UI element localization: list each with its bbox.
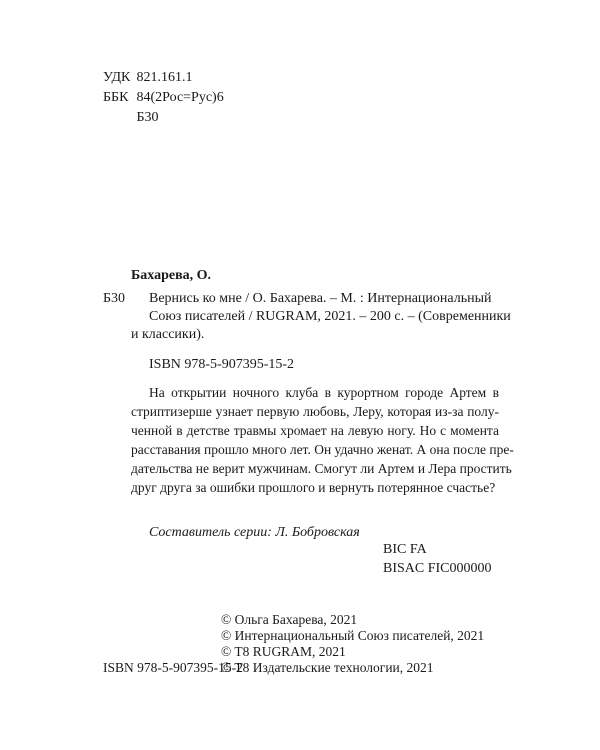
isbn-bottom: ISBN 978-5-907395-15-2 [103,660,243,675]
bic-code: BIC FA [383,542,427,557]
record-isbn: ISBN 978-5-907395-15-2 [149,357,295,372]
annotation-line: стриптизерше узнает первую любовь, Леру, которая из-за полу- [131,404,499,419]
copyright-line: © T8 RUGRAM, 2021 [221,644,346,659]
annotation-line: друг друга за ошибки прошлого и вернуть потерянное счастье? [131,480,496,495]
udk-value: 821.161.1 [136,70,193,85]
record-mark: Б30 [103,291,126,306]
copyright-line: © Ольга Бахарева, 2021 [221,612,358,627]
record-description-line: Союз писателей / RUGRAM, 2021. – 200 с. – (Современники [149,309,511,324]
annotation-line: ченной в детстве травмы хромает на левую ногу. Но с момента [131,423,499,438]
series-compiler: Составитель серии: Л. Бобровская [149,525,360,540]
udk-row [103,68,193,88]
bbk-row [103,88,224,108]
annotation-line: расставания прошло много лет. Он удачно женат. А она после пре- [131,442,514,457]
annotation-line: На открытии ночного клуба в курортном городе Артем в [149,385,499,400]
annotation-line: дательства не верит мужчинам. Смогут ли Артем и Лера простить [131,461,512,476]
record-description-line: Вернись ко мне / О. Бахарева. – М. : Интернациональный [149,291,492,306]
author-mark: Б30 [136,110,159,125]
copyright-line: © T8 Издательские технологии, 2021 [221,660,434,675]
bbk-label: ББК [103,90,129,105]
udk-label: УДК [103,70,131,85]
bbk-value: 84(2Рос=Рус)6 [136,90,224,105]
record-description-line: и классики). [131,327,205,342]
bisac-code: BISAC FIC000000 [383,561,492,576]
record-author: Бахарева, О. [131,268,212,283]
copyright-line: © Интернациональный Союз писателей, 2021 [221,628,485,643]
author-mark-row [103,108,159,128]
